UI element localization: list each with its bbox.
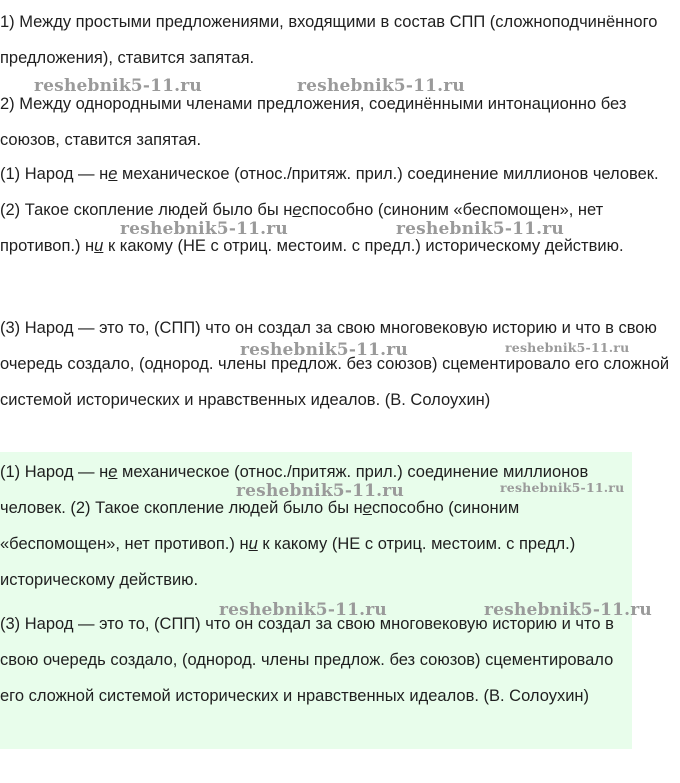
watermark: reshebnik5-11.ru <box>236 481 404 501</box>
rule-1-text: 1) Между простыми предложениями, входящими в состав СПП (сложноподчинённого предложения), ставится запятая. <box>0 13 658 67</box>
watermark: reshebnik5-11.ru <box>396 219 564 239</box>
watermark: reshebnik5-11.ru <box>240 340 408 360</box>
a1-part-a: (1) Народ — н <box>0 463 109 481</box>
answer-sentence-3-text: (3) Народ — это то, (СПП) что он создал за свою многовековую историю и что в свою очередь создало, (однород. члены предлож. без союзов) сцементировало его сложной системой исторических и нравственных идеалов. (В. Солоухин) <box>0 615 614 705</box>
watermark: reshebnik5-11.ru <box>219 600 387 620</box>
a1-part-b: механическое (относ./притяж. прил.) соединение миллионов человек. (2) Такое скопление людей было бы н <box>0 463 589 517</box>
s1-part-b: механическое (относ./притяж. прил.) соединение миллионов человек. (2) Такое скопление людей было бы н <box>0 165 659 219</box>
a1-letter-3: и <box>248 535 258 553</box>
s1-letter-2: е <box>292 201 302 219</box>
watermark: reshebnik5-11.ru <box>505 340 630 355</box>
a1-letter-2: е <box>362 499 372 517</box>
sentence-1-2-text <box>0 156 672 264</box>
s1-part-a: (1) Народ — н <box>0 165 109 183</box>
s1-part-d: к какому (НЕ с отриц. местоим. с предл.) историческому действию. <box>103 237 624 255</box>
watermark: reshebnik5-11.ru <box>34 76 202 96</box>
watermark: reshebnik5-11.ru <box>297 76 465 96</box>
watermark: reshebnik5-11.ru <box>120 219 288 239</box>
watermark: reshebnik5-11.ru <box>484 600 652 620</box>
watermark: reshebnik5-11.ru <box>500 480 625 495</box>
s1-letter-1: е <box>108 165 118 183</box>
s1-letter-3: и <box>94 237 104 255</box>
a1-letter-1: е <box>108 463 118 481</box>
sentence-3-text: (3) Народ — это то, (СПП) что он создал за свою многовековую историю и что в свою очередь создало, (однород. члены предлож. без союзов) сцементировало его сложной системой исторических и нравственных идеалов. (В. Солоухин) <box>0 319 670 409</box>
s1-part-c: способно (синоним «беспомощен», нет противоп.) н <box>0 201 604 255</box>
rule-2-text: 2) Между однородными членами предложения, соединёнными интонационно без союзов, ставится запятая. <box>0 95 627 149</box>
a1-part-d: к какому (НЕ с отриц. местоим. с предл.) историческому действию. <box>0 535 576 589</box>
answer-sentence-1-2-text <box>0 454 632 598</box>
a1-part-c: способно (синоним «беспомощен», нет противоп.) н <box>0 499 520 553</box>
